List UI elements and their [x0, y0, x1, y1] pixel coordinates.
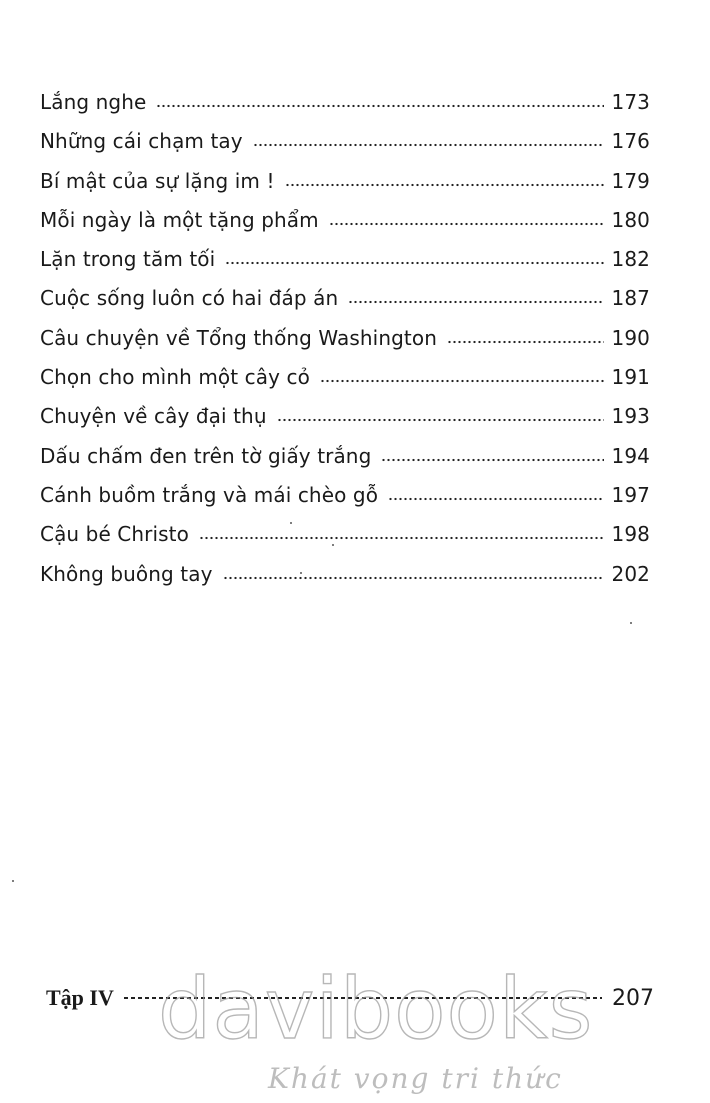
toc-entry-title: Cậu bé Christo [40, 522, 189, 547]
toc-entry [40, 404, 650, 443]
toc-entry-title: Mỗi ngày là một tặng phẩm [40, 207, 319, 232]
scan-speck [630, 622, 632, 624]
dot-leader [156, 104, 603, 108]
toc-entry-title: Bí mật của sự lặng im ! [40, 168, 275, 193]
toc-entry-page: 191 [611, 365, 650, 390]
scan-speck [12, 880, 14, 882]
dot-leader [329, 222, 604, 226]
toc-entry-page: 197 [611, 482, 650, 507]
part-title: Tập IV [46, 985, 114, 1010]
watermark-brand: davibooks [158, 960, 594, 1058]
toc-entry-page: 193 [611, 404, 650, 429]
toc-entry-title: Lắng nghe [40, 90, 147, 114]
table-of-contents [40, 90, 650, 601]
dot-leader [223, 576, 604, 580]
toc-entry-page: 190 [611, 325, 650, 350]
toc-entry [40, 129, 650, 168]
toc-entry-page: 182 [611, 247, 650, 272]
toc-entry-page: 187 [611, 286, 650, 311]
toc-entry-page: 180 [611, 207, 650, 232]
toc-entry-page: 173 [611, 90, 650, 114]
toc-entry-title: Dấu chấm đen trên tờ giấy trắng [40, 443, 372, 468]
dot-leader [225, 261, 603, 265]
dot-leader [199, 536, 604, 540]
toc-entry [40, 522, 650, 561]
part-page: 207 [612, 986, 654, 1011]
toc-entry-title: Câu chuyện về Tổng thống Washington [40, 325, 437, 350]
dot-leader [388, 497, 603, 501]
toc-entry [40, 444, 650, 483]
toc-entry [40, 247, 650, 286]
toc-entry [40, 326, 650, 365]
toc-entry-page: 198 [611, 522, 650, 547]
scan-speck [300, 572, 302, 574]
toc-entry-title: Chọn cho mình một cây cỏ [40, 365, 310, 390]
toc-entry [40, 169, 650, 208]
toc-entry-page: 179 [611, 168, 650, 193]
dot-leader [253, 143, 604, 147]
dot-leader [447, 340, 604, 344]
toc-entry-title: Không buông tay [40, 561, 213, 586]
toc-entry-title: Cuộc sống luôn có hai đáp án [40, 286, 339, 311]
toc-entry [40, 286, 650, 325]
part-heading [46, 985, 654, 1011]
scan-speck [332, 544, 334, 546]
toc-entry-title: Chuyện về cây đại thụ [40, 404, 267, 429]
dot-leader [348, 300, 603, 304]
dot-leader [277, 418, 604, 422]
toc-entry [40, 208, 650, 247]
toc-entry-page: 202 [611, 561, 650, 586]
scan-speck [290, 522, 292, 524]
toc-entry [40, 562, 650, 601]
toc-entry [40, 483, 650, 522]
toc-entry-title: Lặn trong tăm tối [40, 247, 216, 272]
dot-leader [320, 379, 604, 383]
dot-leader [285, 183, 604, 187]
watermark-tagline: Khát vọng tri thức [268, 1062, 563, 1095]
toc-entry-page: 176 [611, 129, 650, 154]
toc-entry [40, 365, 650, 404]
toc-entry [40, 90, 650, 129]
toc-entry-title: Cánh buồm trắng và mái chèo gỗ [40, 482, 379, 507]
toc-entry-title: Những cái chạm tay [40, 129, 243, 154]
toc-entry-page: 194 [611, 443, 650, 468]
dash-leader [124, 997, 602, 999]
dot-leader [381, 458, 603, 462]
